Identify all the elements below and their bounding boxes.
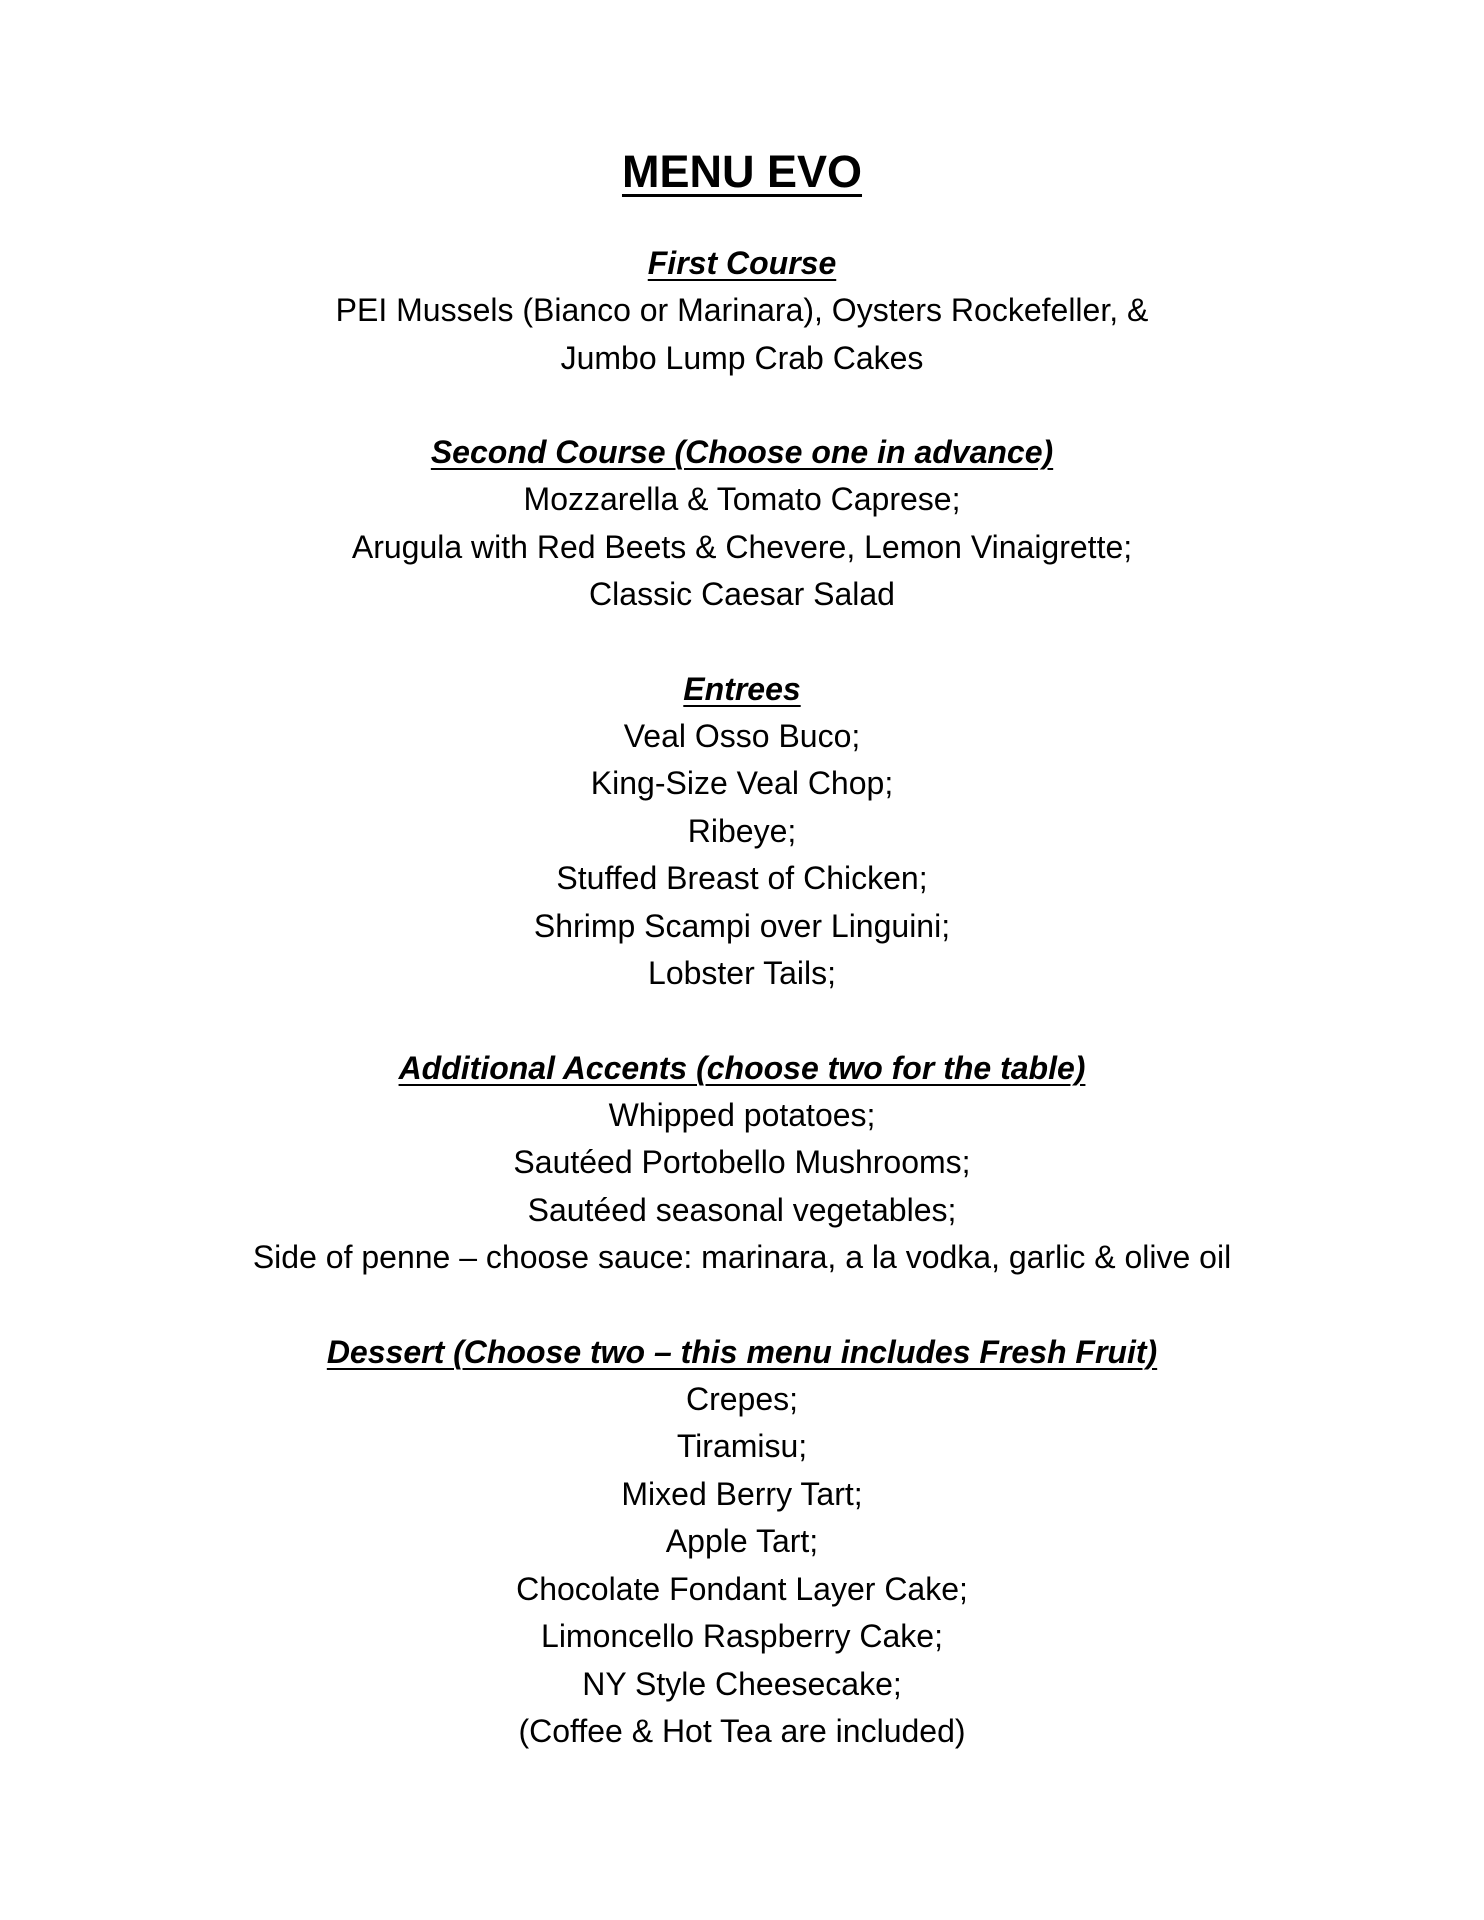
section-heading: Dessert (Choose two – this menu includes Fresh Fruit) <box>326 1333 1158 1370</box>
menu-item: Mixed Berry Tart; <box>621 1475 863 1512</box>
menu-item-list <box>0 1376 1484 1756</box>
menu-item: Chocolate Fondant Layer Cake; <box>516 1570 968 1607</box>
menu-item: Ribeye; <box>687 812 797 849</box>
menu-item-list <box>0 476 1484 619</box>
menu-item: Veal Osso Buco; <box>623 717 861 754</box>
menu-item: (Coffee & Hot Tea are included) <box>518 1713 966 1749</box>
menu-item-list <box>0 287 1484 382</box>
menu-item-list <box>0 1092 1484 1282</box>
menu-item: Arugula with Red Beets & Chevere, Lemon Vinaigrette; <box>351 528 1133 565</box>
menu-item: NY Style Cheesecake; <box>582 1665 902 1702</box>
menu-item: Shrimp Scampi over Linguini; <box>533 907 951 944</box>
menu-item: King-Size Veal Chop; <box>590 765 894 801</box>
menu-item: Tiramisu; <box>676 1428 808 1464</box>
menu-item: Lobster Tails; <box>648 955 836 991</box>
menu-item-list <box>0 713 1484 998</box>
section-heading: Second Course (Choose one in advance) <box>430 434 1054 470</box>
menu-item: Jumbo Lump Crab Cakes <box>560 339 924 376</box>
menu-title: MENU EVO <box>621 146 863 197</box>
menu-item: Sautéed Portobello Mushrooms; <box>513 1144 971 1180</box>
menu-item: Crepes; <box>685 1380 799 1417</box>
menu-item: Apple Tart; <box>665 1523 819 1559</box>
menu-item: PEI Mussels (Bianco or Marinara), Oysters Rockefeller, & <box>335 292 1149 328</box>
section-heading: Entrees <box>683 670 801 707</box>
menu-item: Side of penne – choose sauce: marinara, a la vodka, garlic & olive oil <box>252 1239 1232 1275</box>
menu-item: Classic Caesar Salad <box>589 576 895 612</box>
section-dessert <box>0 1329 1484 1756</box>
menu-item: Whipped potatoes; <box>608 1096 876 1133</box>
section-additional-accents <box>0 1045 1484 1282</box>
section-heading: Additional Accents (choose two for the table) <box>398 1049 1086 1086</box>
menu-item: Sautéed seasonal vegetables; <box>527 1191 957 1228</box>
menu-item: Mozzarella & Tomato Caprese; <box>523 481 961 517</box>
section-first-course <box>0 240 1484 382</box>
section-heading: First Course <box>647 245 837 281</box>
menu-item: Limoncello Raspberry Cake; <box>541 1618 943 1654</box>
menu-item: Stuffed Breast of Chicken; <box>556 860 928 896</box>
section-entrees <box>0 666 1484 998</box>
section-second-course <box>0 429 1484 619</box>
